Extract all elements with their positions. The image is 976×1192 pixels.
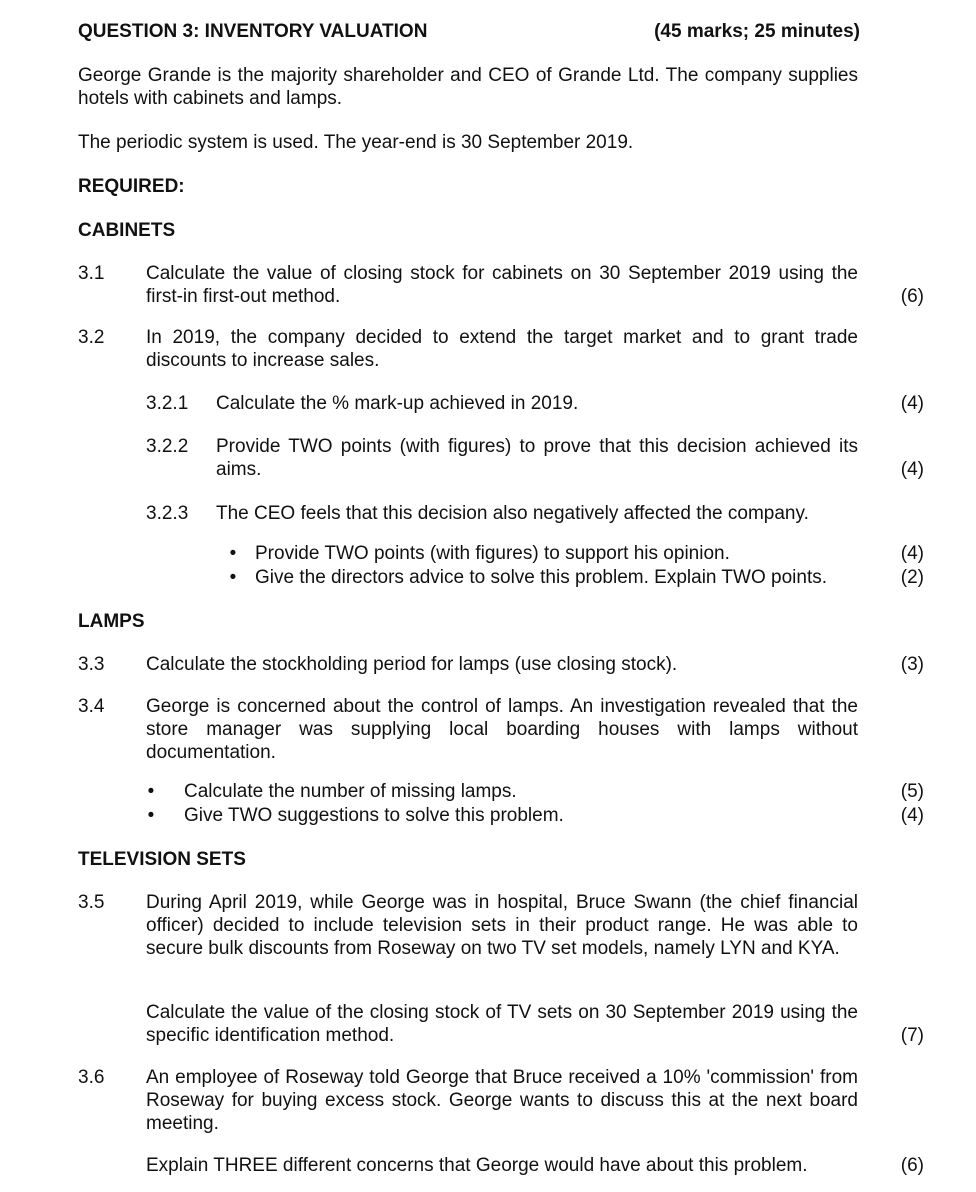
question-marks-3-1: (6) (900, 286, 924, 307)
question-text-3-5-instruction: Calculate the value of the closing stock of TV sets on 30 September 2019 using the specific identification method. (146, 1002, 858, 1046)
section-heading-lamps: LAMPS (78, 611, 145, 632)
question-marks-3-2-2: (4) (900, 459, 924, 480)
question-text-3-2-2: Provide TWO points (with figures) to prove that this decision achieved its aims. (216, 436, 858, 480)
question-number-3-2-3: 3.2.3 (146, 503, 189, 524)
question-number-3-5: 3.5 (78, 892, 105, 913)
bullet-icon: • (229, 567, 237, 588)
bullet-icon: • (147, 805, 155, 826)
question-number-3-4: 3.4 (78, 696, 105, 717)
question-marks-3-2-3-a: (4) (900, 543, 924, 564)
question-number-3-1: 3.1 (78, 263, 105, 284)
question-text-3-2-3: The CEO feels that this decision also negatively affected the company. (216, 503, 809, 524)
section-heading-television-sets: TELEVISION SETS (78, 849, 246, 870)
question-marks-3-2-1: (4) (900, 393, 924, 414)
intro-paragraph-2: The periodic system is used. The year-end is 30 September 2019. (78, 132, 634, 153)
question-marks-3-2-3-b: (2) (900, 567, 924, 588)
question-text-3-2-1: Calculate the % mark-up achieved in 2019. (216, 393, 579, 414)
question-text-3-2: In 2019, the company decided to extend the target market and to grant trade discounts to increase sales. (146, 327, 858, 371)
question-bullet-3-2-3-a: Provide TWO points (with figures) to support his opinion. (255, 543, 730, 564)
question-text-3-6-instruction: Explain THREE different concerns that George would have about this problem. (146, 1155, 808, 1176)
question-number-3-2: 3.2 (78, 327, 105, 348)
question-marks-3-3: (3) (900, 654, 924, 675)
bullet-icon: • (147, 781, 155, 802)
question-marks: (45 marks; 25 minutes) (654, 21, 860, 42)
question-number-3-6: 3.6 (78, 1067, 105, 1088)
question-text-3-6: An employee of Roseway told George that Bruce received a 10% 'commission' from Roseway for buying excess stock. George wants to discuss this at the next board meeting. (146, 1067, 858, 1134)
question-marks-3-4-b: (4) (900, 805, 924, 826)
question-bullet-3-4-a: Calculate the number of missing lamps. (184, 781, 517, 802)
question-bullet-3-2-3-b: Give the directors advice to solve this problem. Explain TWO points. (255, 567, 828, 588)
question-number-3-2-1: 3.2.1 (146, 393, 189, 414)
question-marks-3-6: (6) (900, 1155, 924, 1176)
question-text-3-1: Calculate the value of closing stock for cabinets on 30 September 2019 using the first-in first-out method. (146, 263, 858, 307)
question-text-3-4: George is concerned about the control of lamps. An investigation revealed that the store manager was supplying local boarding houses with lamps without documentation. (146, 696, 858, 763)
question-text-3-3: Calculate the stockholding period for lamps (use closing stock). (146, 654, 678, 675)
question-marks-3-4-a: (5) (900, 781, 924, 802)
question-number-3-3: 3.3 (78, 654, 105, 675)
intro-paragraph-1: George Grande is the majority shareholder and CEO of Grande Ltd. The company supplies hotels with cabinets and lamps. (78, 65, 858, 109)
bullet-icon: • (229, 543, 237, 564)
question-number-3-2-2: 3.2.2 (146, 436, 189, 457)
section-heading-cabinets: CABINETS (78, 220, 176, 241)
question-title: QUESTION 3: INVENTORY VALUATION (78, 21, 428, 42)
required-label: REQUIRED: (78, 176, 185, 197)
question-text-3-5: During April 2019, while George was in hospital, Bruce Swann (the chief financial officer) decided to include television sets in their product range. He was able to secure bulk discounts from Roseway on two TV set models, namely LYN and KYA. (146, 892, 858, 959)
question-marks-3-5: (7) (900, 1025, 924, 1046)
question-bullet-3-4-b: Give TWO suggestions to solve this problem. (184, 805, 564, 826)
